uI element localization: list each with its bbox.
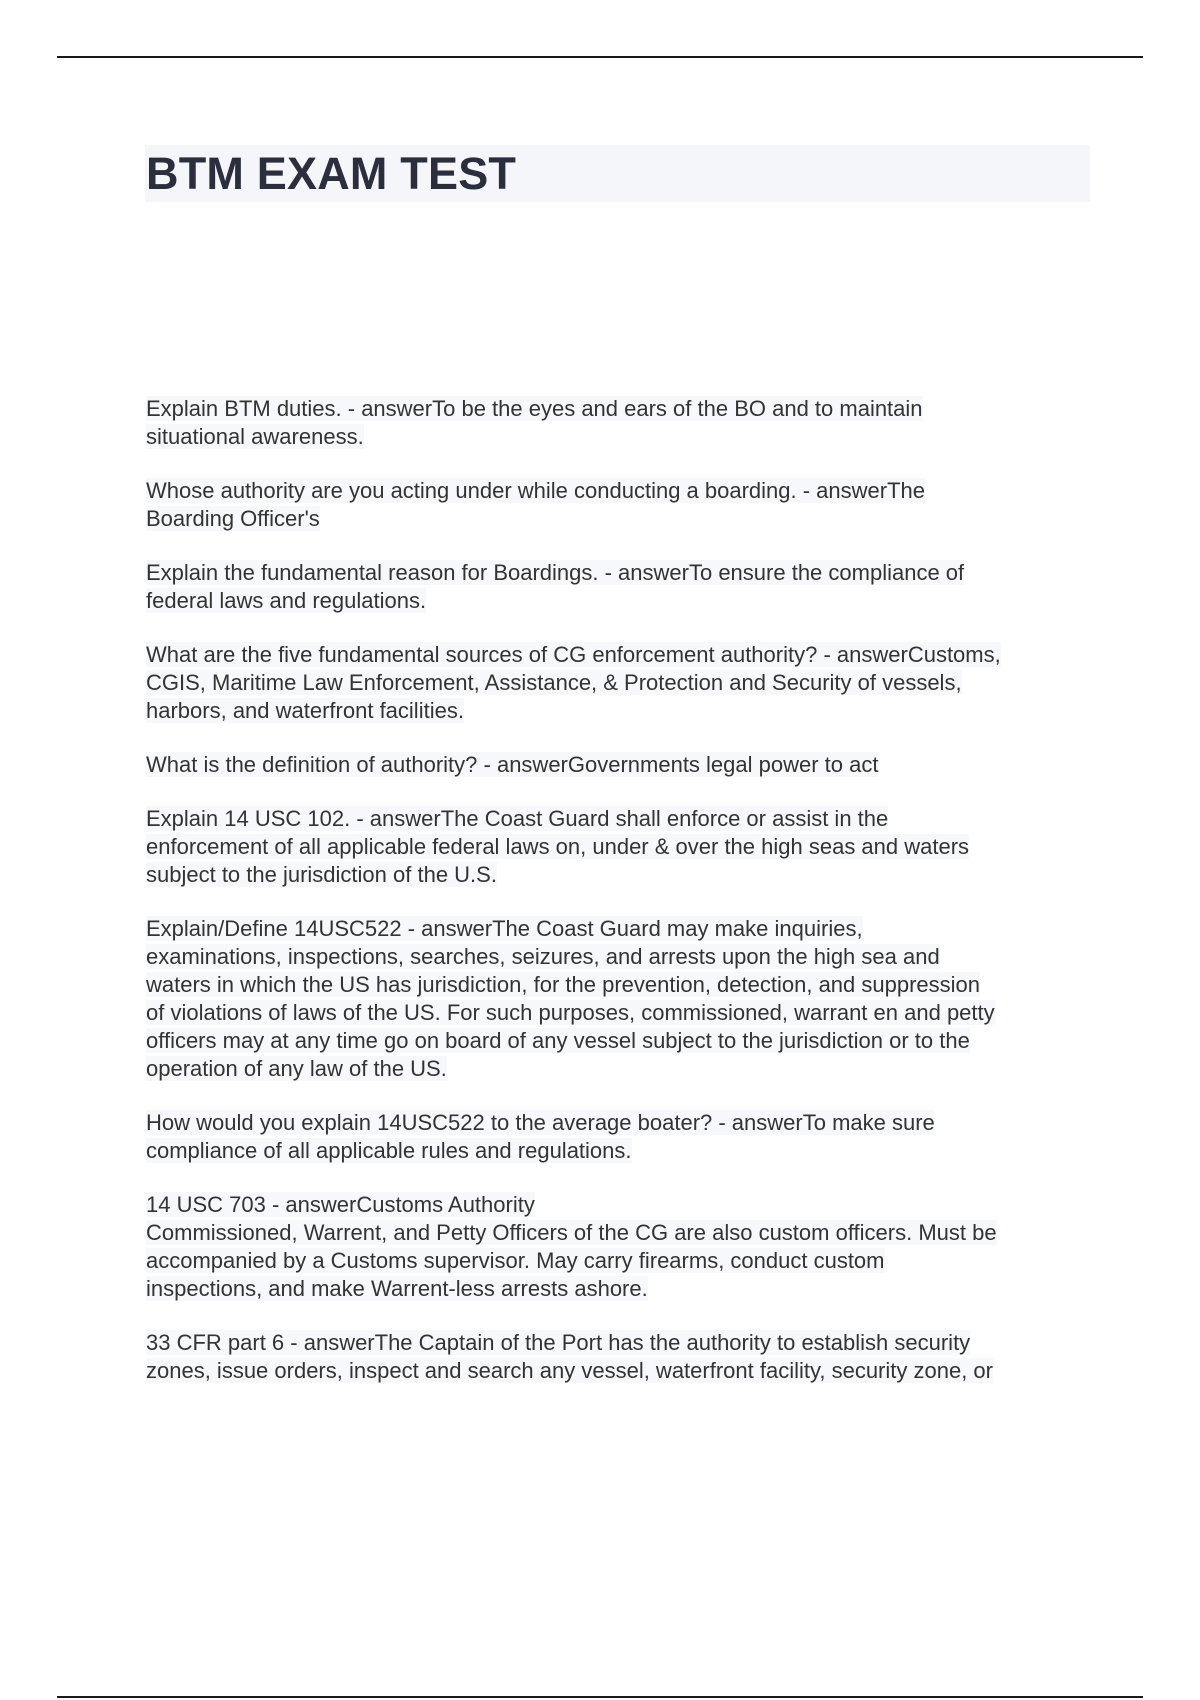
qa-text: What is the definition of authority? - answerGovernments legal power to act (146, 752, 879, 777)
qa-item (146, 1191, 1096, 1303)
qa-item (146, 1109, 1096, 1165)
qa-text: Whose authority are you acting under while conducting a boarding. - answerThe Boarding Officer's (146, 478, 926, 531)
page-title: BTM EXAM TEST (146, 148, 517, 199)
qa-item (146, 395, 1096, 451)
qa-item (146, 477, 1096, 533)
qa-text: Explain/Define 14USC522 - answerThe Coast Guard may make inquiries, examinations, inspections, searches, seizures, and arrests upon the high sea and waters in which the US has jurisdiction, for the prevention, detection, and suppression of violations of laws of the US. For such purposes, commissioned, warrant en and petty officers may at any time go on board of any vessel subject to the jurisdiction or to the operation of any law of the US. (146, 916, 995, 1081)
qa-text: Explain 14 USC 102. - answerThe Coast Guard shall enforce or assist in the enforcement of all applicable federal laws on, under & over the high seas and waters subject to the jurisdiction of the U.S. (146, 806, 970, 887)
top-rule (57, 56, 1143, 58)
qa-item (146, 1329, 1096, 1385)
qa-text: Explain the fundamental reason for Boardings. - answerTo ensure the compliance of federal laws and regulations. (146, 560, 965, 613)
qa-text: 33 CFR part 6 - answerThe Captain of the Port has the authority to establish security zones, issue orders, inspect and search any vessel, waterfront facility, security zone, or (146, 1330, 993, 1383)
qa-item (146, 641, 1096, 725)
qa-item (146, 915, 1096, 1083)
qa-text: How would you explain 14USC522 to the average boater? - answerTo make sure compliance of all applicable rules and regulations. (146, 1110, 935, 1163)
bottom-rule (57, 1696, 1143, 1698)
qa-item (146, 805, 1096, 889)
qa-item (146, 559, 1096, 615)
qa-text: Explain BTM duties. - answerTo be the eyes and ears of the BO and to maintain situational awareness. (146, 396, 923, 449)
qa-list (146, 395, 1096, 1411)
qa-text: What are the five fundamental sources of CG enforcement authority? - answerCustoms, CGIS, Maritime Law Enforcement, Assistance, & Protection and Security of vessels, harbors, and waterfront facilities. (146, 642, 1001, 723)
qa-text: 14 USC 703 - answerCustoms Authority Commissioned, Warrent, and Petty Officers of the CG are also custom officers. Must be accompanied by a Customs supervisor. May carry firearms, conduct custom inspections, and make Warrent-less arrests ashore. (146, 1192, 997, 1301)
qa-item (146, 751, 1096, 779)
